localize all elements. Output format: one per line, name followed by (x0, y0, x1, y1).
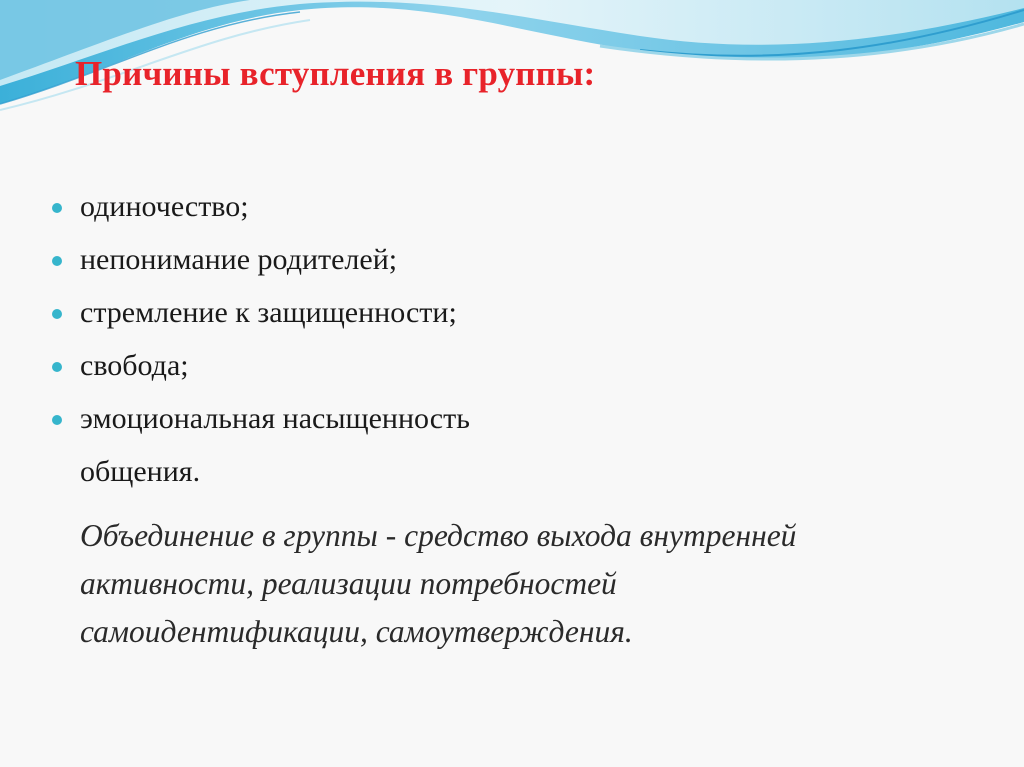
list-item (52, 402, 470, 455)
bullet-list (52, 190, 470, 455)
list-item (52, 190, 470, 243)
slide-title: Причины вступления в группы: (75, 54, 596, 93)
bullet-icon (52, 362, 62, 372)
list-item (52, 349, 470, 402)
conclusion-line: Объединение в группы - средство выхода внутренней (80, 518, 797, 553)
conclusion-line: самоидентификации, самоутверждения. (80, 614, 633, 649)
list-item-text: непонимание родителей; (80, 243, 398, 276)
bullet-icon (52, 309, 62, 319)
bullet-continuation: общения. (80, 455, 201, 488)
bullet-icon (52, 256, 62, 266)
bullet-icon (52, 415, 62, 425)
conclusion-paragraph (80, 512, 1000, 656)
list-item-text: эмоциональная насыщенность (80, 402, 470, 435)
list-item (52, 296, 470, 349)
list-item-text: свобода; (80, 349, 189, 382)
list-item-text: одиночество; (80, 190, 249, 223)
bullet-icon (52, 203, 62, 213)
list-item (52, 243, 470, 296)
list-item-text: стремление к защищенности; (80, 296, 457, 329)
conclusion-line: активности, реализации потребностей (80, 566, 617, 601)
